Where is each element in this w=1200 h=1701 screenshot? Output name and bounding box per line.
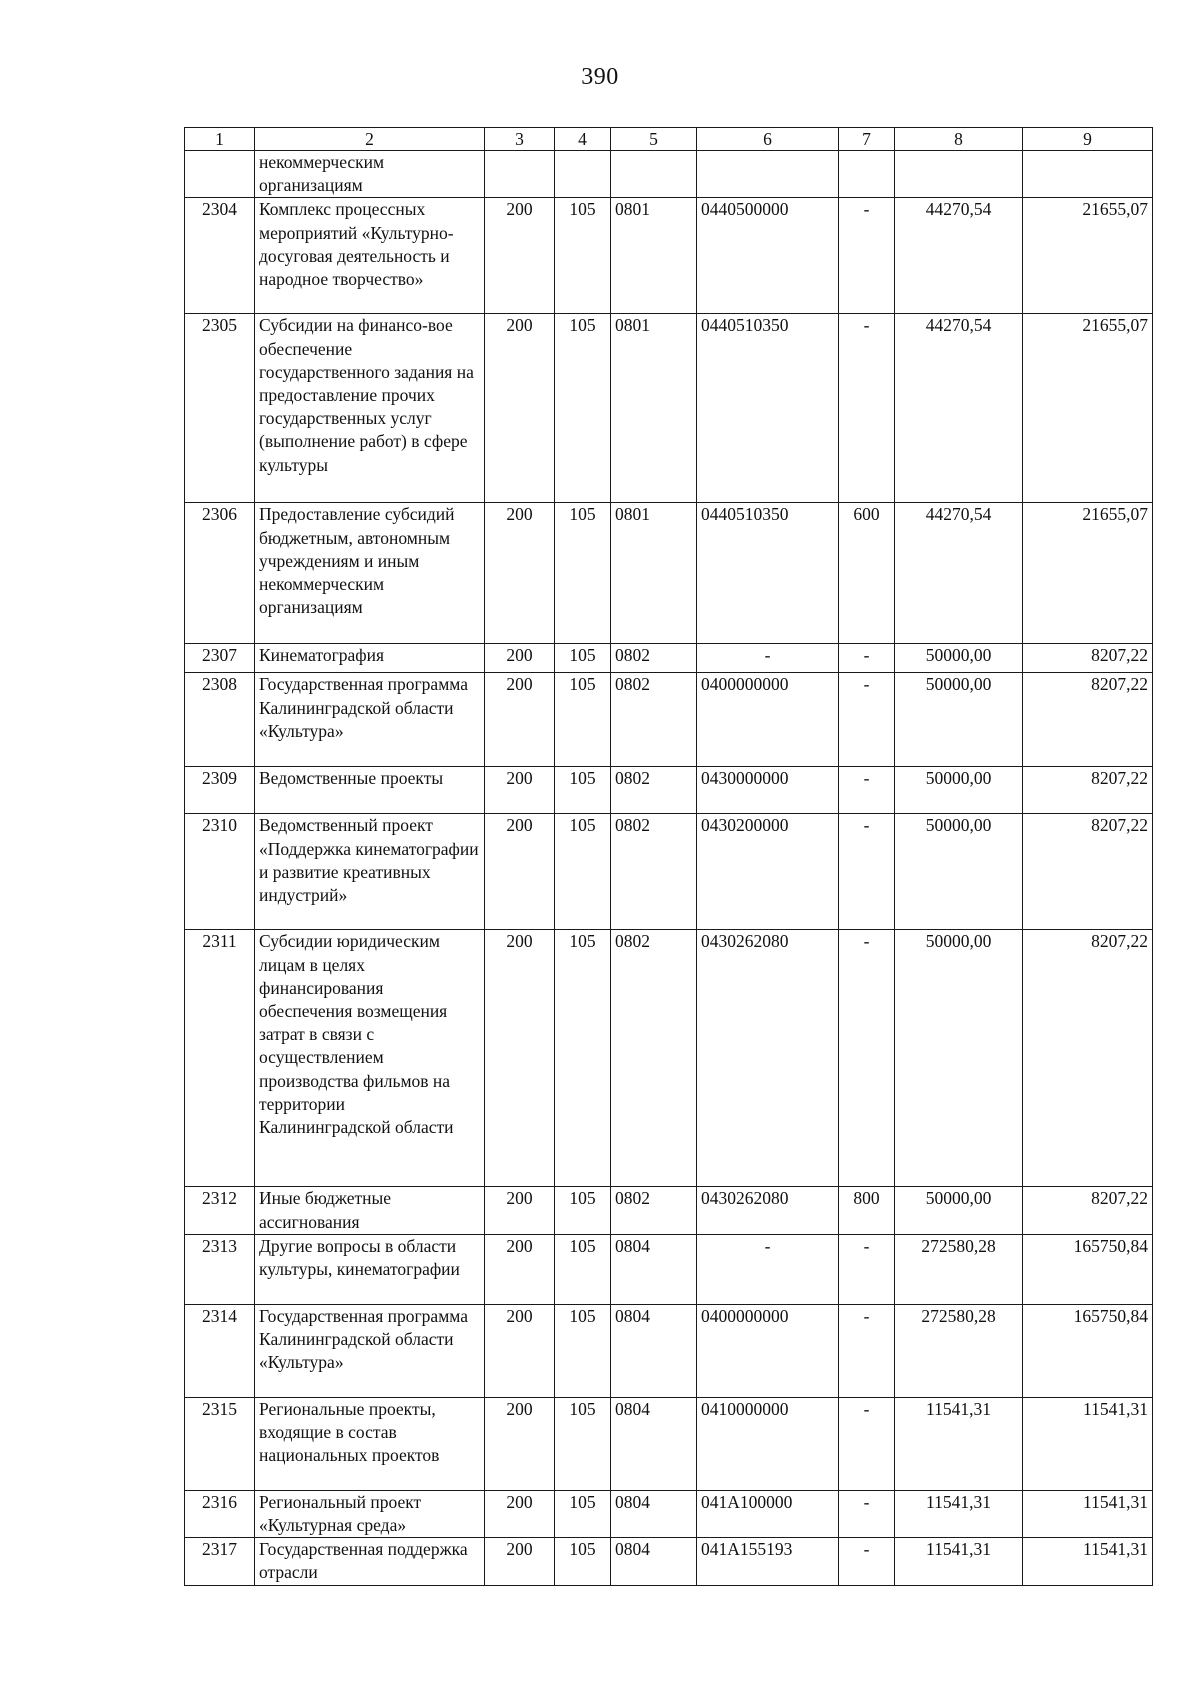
cell-col9: 21655,07	[1023, 503, 1153, 644]
row-number: 2309	[185, 767, 255, 814]
cell-col9: 8207,22	[1023, 644, 1153, 673]
table-row	[185, 1304, 1153, 1397]
row-number: 2305	[185, 314, 255, 503]
cell-col3: 200	[485, 314, 555, 503]
cell-col5: 0804	[611, 1397, 697, 1490]
header-cell-5: 5	[611, 128, 697, 151]
cell-col8: 44270,54	[895, 198, 1023, 314]
cell-col5: 0801	[611, 198, 697, 314]
cell-col7: -	[839, 1304, 895, 1397]
row-name: Предоставление субсидий бюджетным, автономным учреждениям и иным некоммерческим организациям	[255, 503, 485, 644]
cell-col8: 11541,31	[895, 1538, 1023, 1586]
cell-col4: 105	[555, 198, 611, 314]
row-name: Государственная программа Калининградской области «Культура»	[255, 1304, 485, 1397]
budget-table	[184, 127, 1153, 1586]
row-name: некоммерческим организациям	[255, 151, 485, 198]
cell-col6: 0400000000	[697, 673, 839, 767]
header-cell-4: 4	[555, 128, 611, 151]
cell-col5: 0804	[611, 1490, 697, 1537]
cell-col9: 8207,22	[1023, 814, 1153, 930]
table-row	[185, 151, 1153, 198]
cell-col7	[839, 151, 895, 198]
cell-col3: 200	[485, 814, 555, 930]
cell-col3: 200	[485, 644, 555, 673]
row-number: 2304	[185, 198, 255, 314]
cell-col9: 8207,22	[1023, 1187, 1153, 1234]
cell-col5: 0802	[611, 673, 697, 767]
header-cell-6: 6	[697, 128, 839, 151]
cell-col6: 0430262080	[697, 1187, 839, 1234]
cell-col4: 105	[555, 503, 611, 644]
row-name: Иные бюджетные ассигнования	[255, 1187, 485, 1234]
cell-col7: -	[839, 767, 895, 814]
row-number: 2307	[185, 644, 255, 673]
row-name: Региональный проект «Культурная среда»	[255, 1490, 485, 1537]
cell-col8: 44270,54	[895, 503, 1023, 644]
cell-col7: 600	[839, 503, 895, 644]
cell-col7: -	[839, 1234, 895, 1304]
row-name: Субсидии юридическим лицам в целях финансирования обеспечения возмещения затрат в связи с осуществлением производства фильмов на территории Калининградской области	[255, 930, 485, 1187]
cell-col3: 200	[485, 1490, 555, 1537]
cell-col3: 200	[485, 673, 555, 767]
cell-col3: 200	[485, 503, 555, 644]
cell-col4: 105	[555, 1304, 611, 1397]
cell-col4	[555, 151, 611, 198]
cell-col6: -	[697, 644, 839, 673]
cell-col3	[485, 151, 555, 198]
cell-col6: 0400000000	[697, 1304, 839, 1397]
cell-col8	[895, 151, 1023, 198]
cell-col5: 0801	[611, 314, 697, 503]
cell-col4: 105	[555, 314, 611, 503]
cell-col7: -	[839, 1538, 895, 1586]
cell-col8: 272580,28	[895, 1234, 1023, 1304]
cell-col7: -	[839, 644, 895, 673]
row-number	[185, 151, 255, 198]
cell-col5: 0802	[611, 644, 697, 673]
row-name: Субсидии на финансо-вое обеспечение государственного задания на предоставление прочих государственных услуг (выполнение работ) в сфере культуры	[255, 314, 485, 503]
row-number: 2308	[185, 673, 255, 767]
cell-col3: 200	[485, 1304, 555, 1397]
cell-col8: 50000,00	[895, 673, 1023, 767]
row-name: Региональные проекты, входящие в состав национальных проектов	[255, 1397, 485, 1490]
cell-col5	[611, 151, 697, 198]
row-name: Комплекс процессных мероприятий «Культурно-досуговая деятельность и народное творчество»	[255, 198, 485, 314]
row-name: Государственная программа Калининградской области «Культура»	[255, 673, 485, 767]
cell-col7: -	[839, 930, 895, 1187]
table-row	[185, 1538, 1153, 1586]
cell-col8: 11541,31	[895, 1397, 1023, 1490]
table-row	[185, 314, 1153, 503]
cell-col3: 200	[485, 767, 555, 814]
row-name: Ведомственный проект «Поддержка кинематографии и развитие креативных индустрий»	[255, 814, 485, 930]
cell-col5: 0801	[611, 503, 697, 644]
cell-col7: -	[839, 814, 895, 930]
cell-col8: 50000,00	[895, 1187, 1023, 1234]
cell-col7: -	[839, 198, 895, 314]
cell-col9: 11541,31	[1023, 1490, 1153, 1537]
cell-col9: 165750,84	[1023, 1234, 1153, 1304]
table-row	[185, 198, 1153, 314]
cell-col4: 105	[555, 814, 611, 930]
table-row	[185, 1490, 1153, 1537]
cell-col9: 21655,07	[1023, 198, 1153, 314]
cell-col5: 0802	[611, 930, 697, 1187]
header-row	[185, 128, 1153, 151]
cell-col9: 21655,07	[1023, 314, 1153, 503]
table-row	[185, 1234, 1153, 1304]
cell-col4: 105	[555, 1397, 611, 1490]
cell-col3: 200	[485, 1187, 555, 1234]
cell-col6: -	[697, 1234, 839, 1304]
cell-col8: 11541,31	[895, 1490, 1023, 1537]
table-row	[185, 673, 1153, 767]
cell-col6: 0430000000	[697, 767, 839, 814]
cell-col9: 11541,31	[1023, 1397, 1153, 1490]
cell-col5: 0804	[611, 1304, 697, 1397]
cell-col3: 200	[485, 1538, 555, 1586]
row-number: 2317	[185, 1538, 255, 1586]
header-cell-2: 2	[255, 128, 485, 151]
table-row	[185, 503, 1153, 644]
row-number: 2315	[185, 1397, 255, 1490]
header-cell-1: 1	[185, 128, 255, 151]
cell-col5: 0804	[611, 1234, 697, 1304]
cell-col9: 165750,84	[1023, 1304, 1153, 1397]
cell-col8: 44270,54	[895, 314, 1023, 503]
cell-col4: 105	[555, 1234, 611, 1304]
cell-col5: 0804	[611, 1538, 697, 1586]
cell-col6: 0440510350	[697, 503, 839, 644]
cell-col3: 200	[485, 198, 555, 314]
cell-col7: -	[839, 314, 895, 503]
row-name: Кинематография	[255, 644, 485, 673]
row-number: 2306	[185, 503, 255, 644]
row-number: 2312	[185, 1187, 255, 1234]
cell-col6: 041A100000	[697, 1490, 839, 1537]
cell-col6: 0410000000	[697, 1397, 839, 1490]
cell-col8: 50000,00	[895, 644, 1023, 673]
cell-col3: 200	[485, 1397, 555, 1490]
cell-col3: 200	[485, 930, 555, 1187]
row-number: 2316	[185, 1490, 255, 1537]
table-row	[185, 1187, 1153, 1234]
row-number: 2311	[185, 930, 255, 1187]
header-cell-9: 9	[1023, 128, 1153, 151]
cell-col3: 200	[485, 1234, 555, 1304]
table-row	[185, 644, 1153, 673]
cell-col5: 0802	[611, 767, 697, 814]
table-row	[185, 930, 1153, 1187]
cell-col4: 105	[555, 673, 611, 767]
cell-col6: 0440510350	[697, 314, 839, 503]
cell-col9	[1023, 151, 1153, 198]
cell-col7: 800	[839, 1187, 895, 1234]
cell-col6: 0440500000	[697, 198, 839, 314]
header-cell-8: 8	[895, 128, 1023, 151]
cell-col8: 272580,28	[895, 1304, 1023, 1397]
cell-col5: 0802	[611, 1187, 697, 1234]
page-number: 390	[581, 64, 619, 90]
cell-col7: -	[839, 1397, 895, 1490]
cell-col4: 105	[555, 1187, 611, 1234]
row-name: Ведомственные проекты	[255, 767, 485, 814]
cell-col9: 11541,31	[1023, 1538, 1153, 1586]
row-number: 2313	[185, 1234, 255, 1304]
cell-col7: -	[839, 1490, 895, 1537]
cell-col9: 8207,22	[1023, 673, 1153, 767]
row-name: Другие вопросы в области культуры, кинематографии	[255, 1234, 485, 1304]
table-row	[185, 767, 1153, 814]
cell-col7: -	[839, 673, 895, 767]
cell-col8: 50000,00	[895, 930, 1023, 1187]
cell-col5: 0802	[611, 814, 697, 930]
header-cell-7: 7	[839, 128, 895, 151]
cell-col6: 0430200000	[697, 814, 839, 930]
table-row	[185, 814, 1153, 930]
cell-col6: 041A155193	[697, 1538, 839, 1586]
cell-col4: 105	[555, 767, 611, 814]
row-name: Государственная поддержка отрасли	[255, 1538, 485, 1586]
cell-col4: 105	[555, 930, 611, 1187]
cell-col6: 0430262080	[697, 930, 839, 1187]
header-cell-3: 3	[485, 128, 555, 151]
cell-col6	[697, 151, 839, 198]
cell-col9: 8207,22	[1023, 767, 1153, 814]
row-number: 2314	[185, 1304, 255, 1397]
row-number: 2310	[185, 814, 255, 930]
cell-col4: 105	[555, 1490, 611, 1537]
table-row	[185, 1397, 1153, 1490]
cell-col4: 105	[555, 1538, 611, 1586]
cell-col4: 105	[555, 644, 611, 673]
cell-col8: 50000,00	[895, 767, 1023, 814]
cell-col9: 8207,22	[1023, 930, 1153, 1187]
cell-col8: 50000,00	[895, 814, 1023, 930]
